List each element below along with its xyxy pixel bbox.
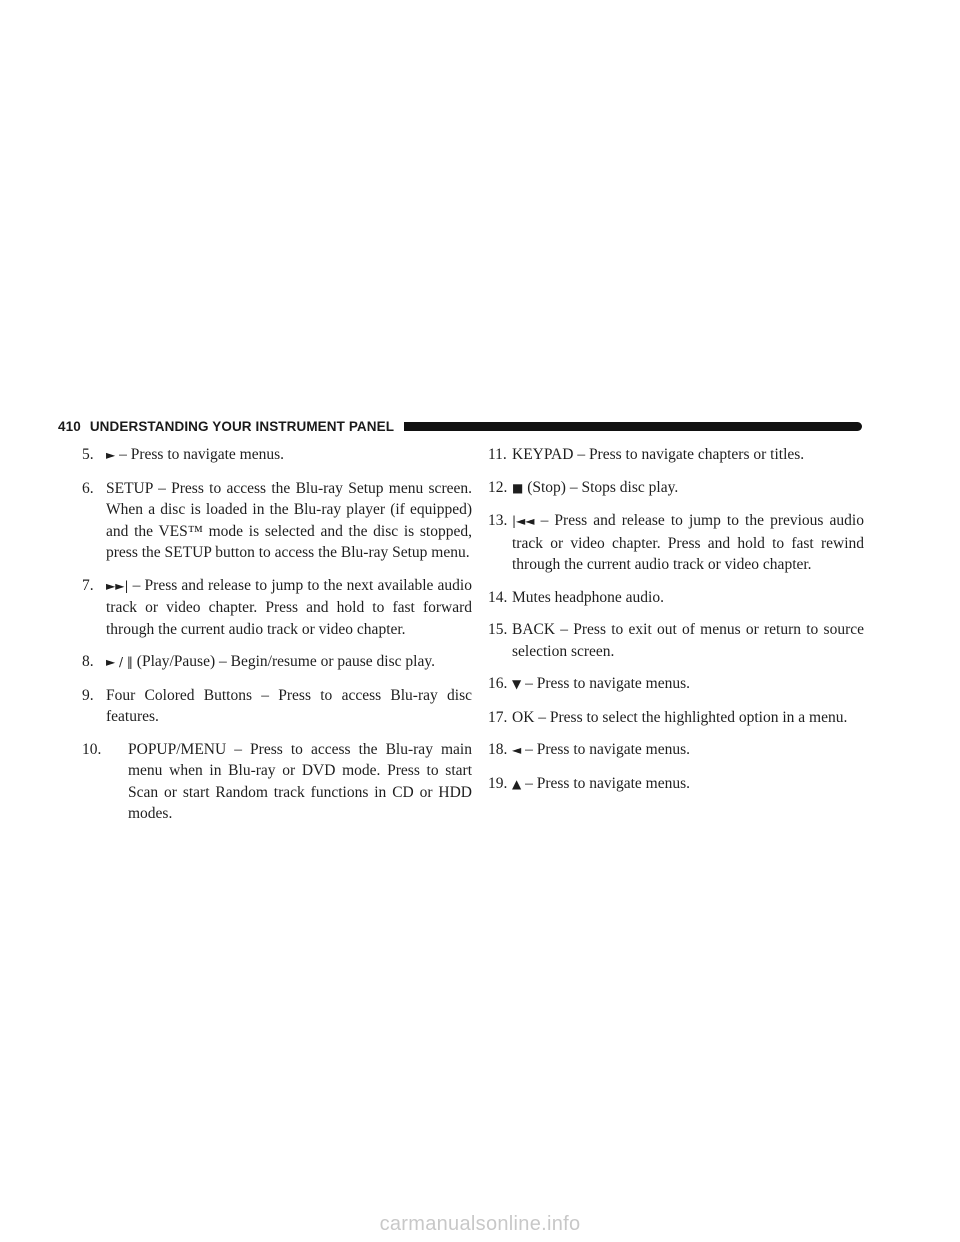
item-text: Mutes headphone audio. [512,588,664,606]
control-symbol-icon: ►►| [106,578,129,593]
item-text: KEYPAD – Press to navigate chapters or titles. [512,446,805,463]
list-item [488,444,864,466]
item-number: 11. [488,446,507,463]
list-item [82,444,472,467]
list-item [488,773,864,796]
item-number: 6. [82,479,94,497]
item-text: – Press and release to jump to the next available audio track or video chapter. Press and hold to fast forward through the current audio track or video chapter. [106,576,472,638]
item-number: 17. [488,708,508,726]
list-item [82,478,472,564]
item-number: 5. [82,446,94,463]
item-text: – Press to navigate menus. [521,774,690,792]
control-symbol-icon: ◄ [512,743,522,757]
header-rule [404,422,862,431]
list-item [488,707,864,729]
item-text: – Press to navigate menus. [521,741,690,758]
item-number: 9. [82,686,94,704]
item-text: Four Colored Buttons – Press to access Blu-ray disc features. [106,686,472,725]
section-title: UNDERSTANDING YOUR INSTRUMENT PANEL [89,418,395,434]
control-symbol-icon: |◄◄ [512,514,535,528]
item-text: SETUP – Press to access the Blu-ray Setup menu screen. When a disc is loaded in the Blu-ray player (if equipped) and the VES™ mode is selected and the disc is stopped, press the SETUP button to access the Blu-ray Setup menu. [106,479,472,561]
list-item [488,510,864,576]
list-item [82,739,472,825]
item-text: OK – Press to select the highlighted option in a menu. [512,708,848,726]
item-number: 16. [488,675,508,692]
item-number: 8. [82,653,94,670]
page-number: 410 [58,418,81,434]
control-symbol-icon: ▲ [512,776,522,791]
item-text: (Play/Pause) – Begin/resume or pause disc play. [132,653,435,670]
list-item [488,673,864,696]
item-number: 15. [488,621,508,638]
list-item [82,575,472,641]
list-item [82,685,472,728]
item-number: 14. [488,588,508,606]
item-text: POPUP/MENU – Press to access the Blu-ray main menu when in Blu-ray or DVD mode. Press to start Scan or start Random track functions in CD or HDD modes. [128,740,472,822]
item-text: – Press to navigate menus. [521,675,690,692]
list-item [488,587,864,609]
item-text: (Stop) – Stops disc play. [523,478,679,496]
list-item [488,619,864,662]
control-symbol-icon: ► / ‖ [106,655,133,669]
list-item [82,651,472,674]
item-number: 12. [488,478,508,496]
control-symbol-icon: ► [106,448,116,462]
left-column [82,444,472,836]
page-header [58,416,862,436]
item-number: 10. [82,740,102,758]
item-number: 7. [82,576,94,594]
item-number: 18. [488,741,508,758]
list-item [488,477,864,500]
item-text: – Press to navigate menus. [115,446,284,463]
item-number: 19. [488,774,508,792]
item-number: 13. [488,512,508,529]
right-column [488,444,864,806]
list-item [488,739,864,762]
control-symbol-icon: ■ [512,480,524,495]
item-text: – Press and release to jump to the previous audio track or video chapter. Press and hold to fast rewind through the current audio track or video chapter. [512,512,864,573]
footer-watermark: carmanualsonline.info [379,1213,581,1235]
control-symbol-icon: ▼ [512,677,522,691]
item-text: BACK – Press to exit out of menus or return to source selection screen. [512,621,864,660]
